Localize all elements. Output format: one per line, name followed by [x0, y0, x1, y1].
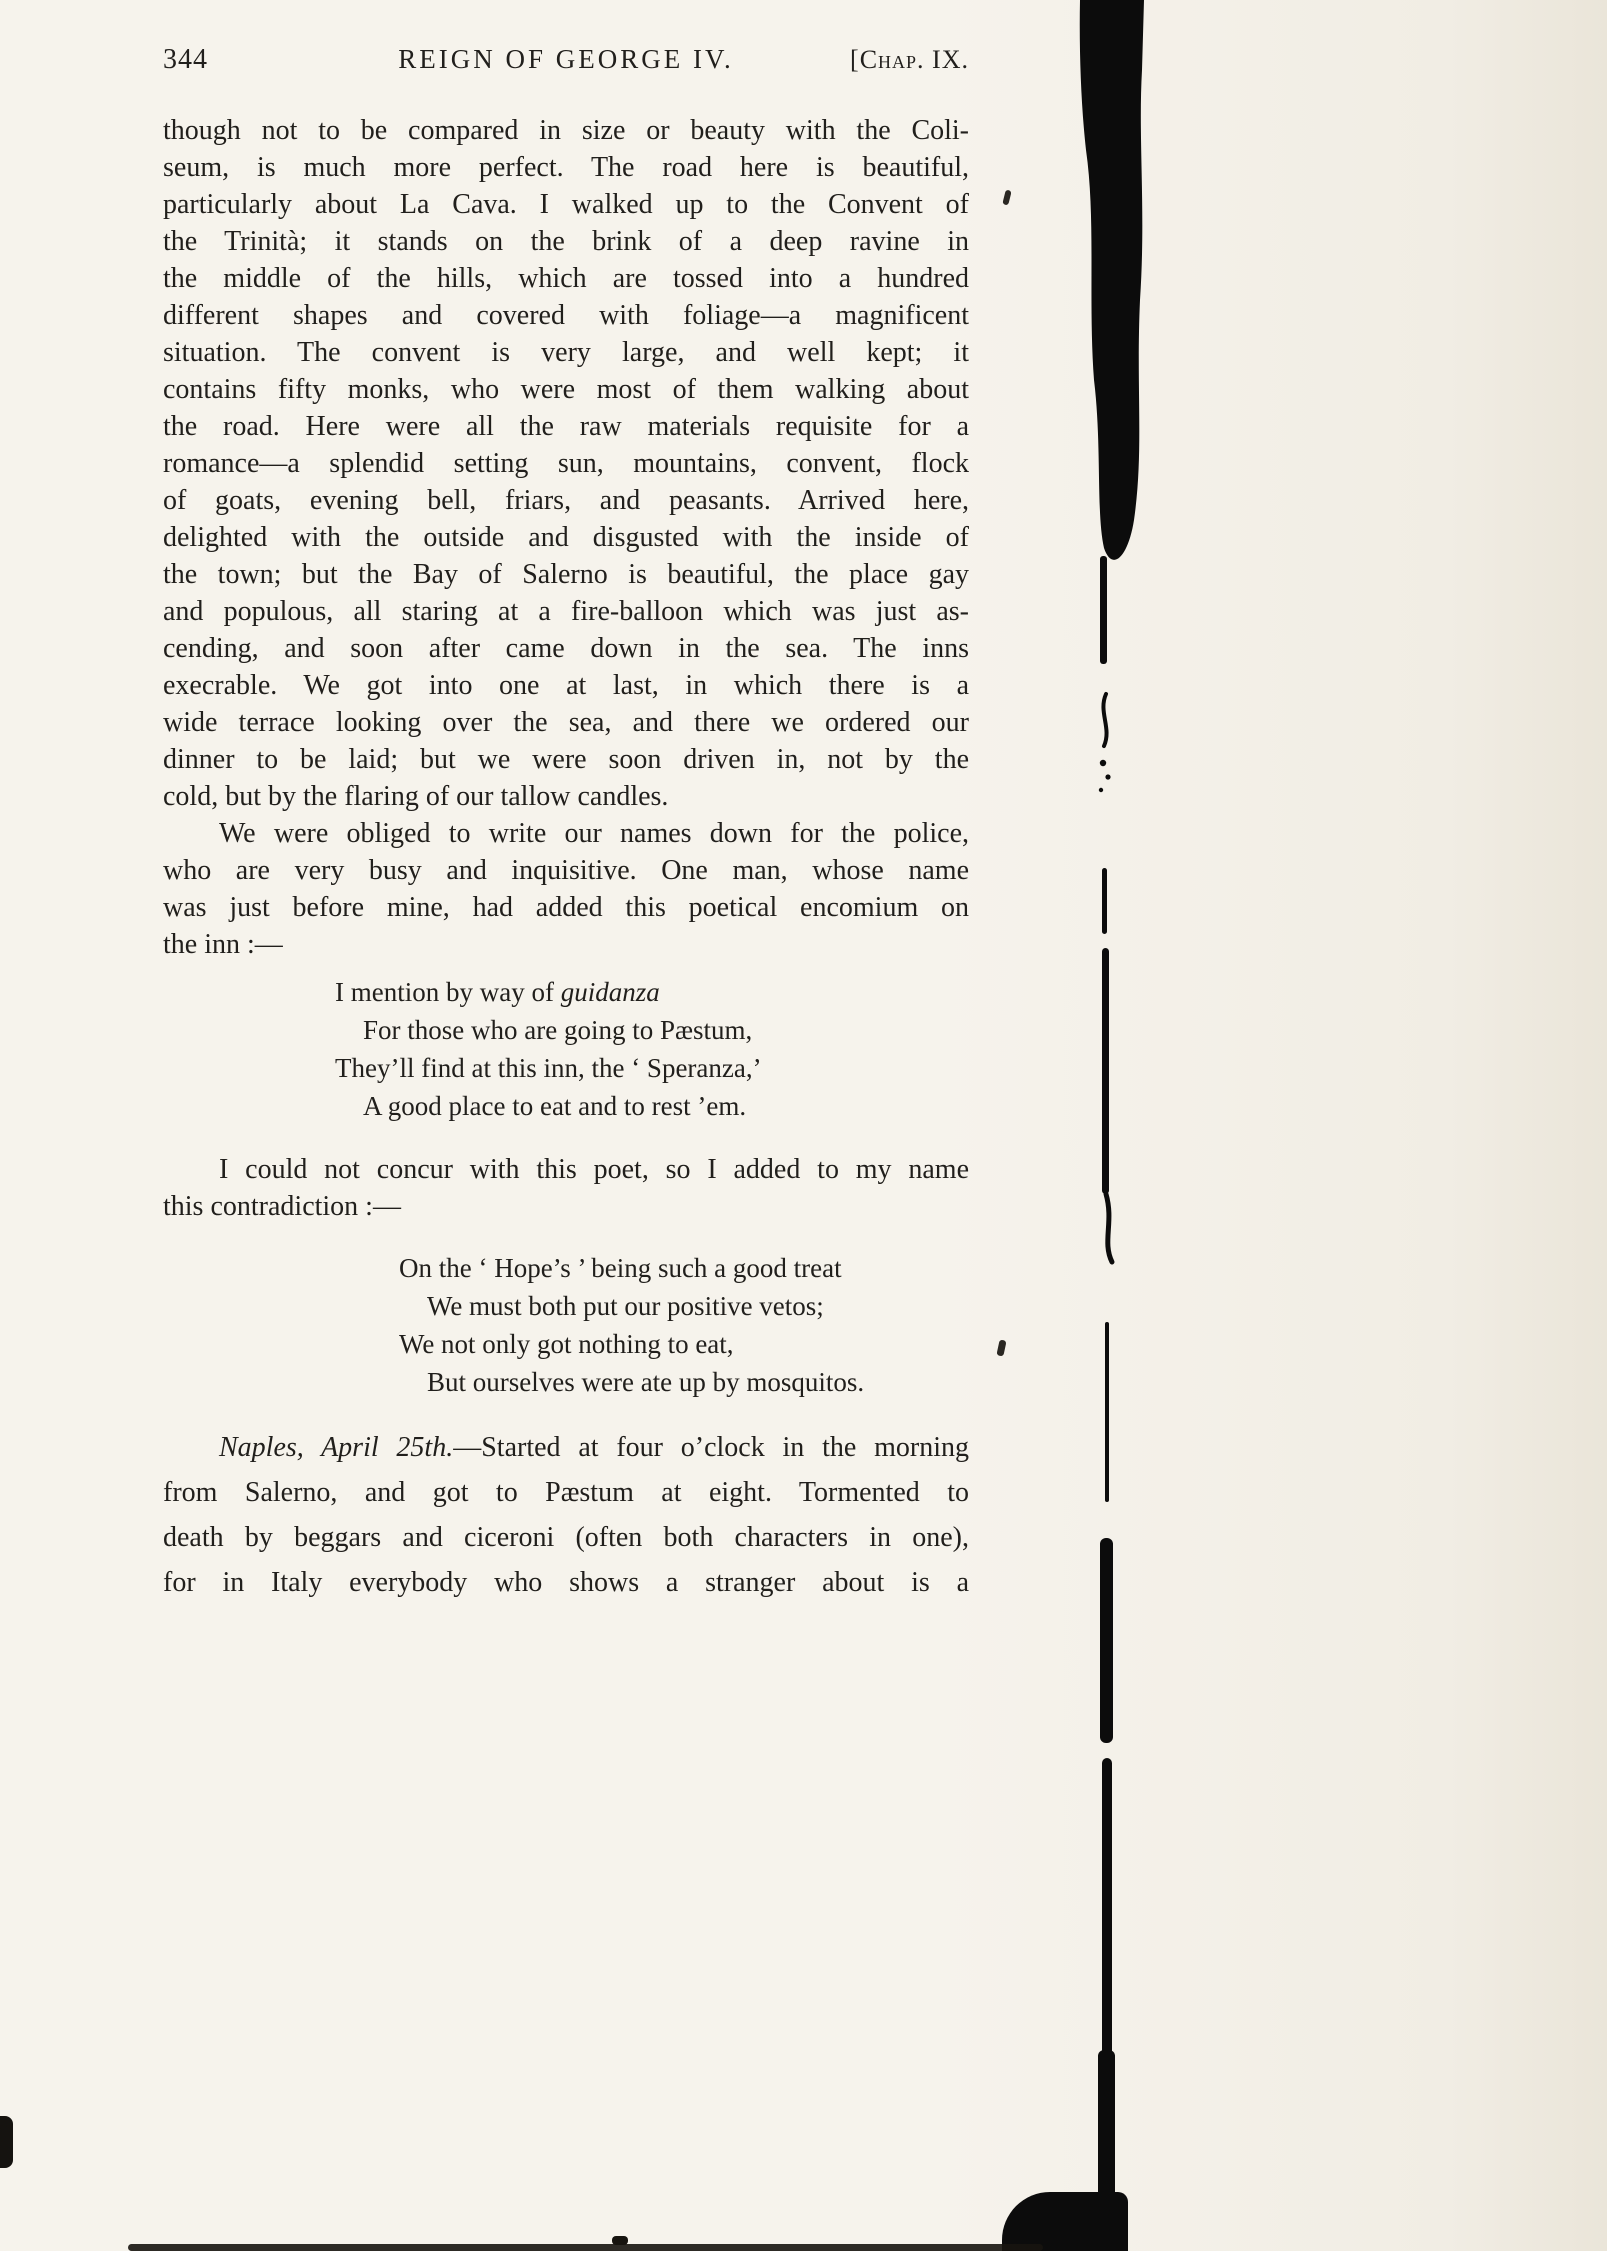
- text-line: situation. The convent is very large, and well kept; it: [163, 337, 969, 368]
- text-line: the Trinità; it stands on the brink of a deep ravine in: [163, 226, 969, 257]
- text-line: the road. Here were all the raw materials requisite for a: [163, 411, 969, 442]
- paragraph-police: [163, 815, 969, 963]
- text-line: We must both put our positive vetos;: [427, 1291, 824, 1321]
- text-line: though not to be compared in size or beauty with the Coli-: [163, 115, 969, 146]
- running-title: REIGN OF GEORGE IV.: [398, 44, 734, 74]
- scan-artifact-bottom-left: [0, 2116, 13, 2168]
- text-line: On the ‘ Hope’s ’ being such a good treat: [399, 1253, 842, 1283]
- text-line: this contradiction :—: [163, 1191, 401, 1222]
- scan-speck: [1002, 189, 1011, 205]
- text-line: who are very busy and inquisitive. One man, whose name: [163, 855, 969, 886]
- text-line: A good place to eat and to rest ’em.: [363, 1091, 747, 1121]
- scan-artifact-bottom-mark: [612, 2236, 628, 2245]
- text-line: seum, is much more perfect. The road here is beautiful,: [163, 152, 969, 183]
- paragraph-naples: [163, 1425, 969, 1605]
- text-line: the middle of the hills, which are tossed into a hundred: [163, 263, 969, 294]
- text-line: from Salerno, and got to Pæstum at eight. Tormented to: [163, 1477, 969, 1508]
- text-line: But ourselves were ate up by mosquitos.: [427, 1367, 865, 1397]
- verse-contradiction: [399, 1249, 969, 1401]
- text-line: I could not concur with this poet, so I added to my name: [219, 1154, 969, 1185]
- scan-artifact-bottom-right: [1002, 2192, 1128, 2251]
- chapter-label: [Chap. IX.: [850, 45, 969, 74]
- paragraph-reply: [163, 1151, 969, 1225]
- text-line: romance—a splendid setting sun, mountains, convent, flock: [163, 448, 969, 479]
- text-line: They’ll find at this inn, the ‘ Speranza,’: [335, 1053, 762, 1083]
- text-line: I mention by way of guidanza: [335, 977, 660, 1007]
- text-line: Naples, April 25th.—Started at four o’clock in the morning: [219, 1432, 969, 1463]
- text-line: the inn :—: [163, 929, 283, 960]
- page-number: 344: [163, 44, 208, 75]
- text-line: was just before mine, had added this poetical encomium on: [163, 892, 969, 923]
- text-line: cending, and soon after came down in the sea. The inns: [163, 633, 969, 664]
- verse-encomium: [335, 973, 969, 1125]
- text-line: dinner to be laid; but we were soon driven in, not by the: [163, 744, 969, 775]
- text-line: the town; but the Bay of Salerno is beautiful, the place gay: [163, 559, 969, 590]
- scan-artifact-right-band: [1060, 0, 1160, 2251]
- text-line: wide terrace looking over the sea, and there we ordered our: [163, 707, 969, 738]
- text-line: We not only got nothing to eat,: [399, 1329, 734, 1359]
- scan-artifact-top-band: [1080, 0, 1144, 560]
- text-line: different shapes and covered with foliage—a magnificent: [163, 300, 969, 331]
- text-line: and populous, all staring at a fire-balloon which was just as-: [163, 596, 969, 627]
- text-line: for in Italy everybody who shows a stranger about is a: [163, 1567, 969, 1598]
- scan-speck: [996, 1339, 1006, 1356]
- scan-artifact-bottom-edge: [128, 2244, 1043, 2251]
- text-line: execrable. We got into one at last, in which there is a: [163, 670, 969, 701]
- paragraph-continuation: [163, 112, 969, 815]
- text-line: particularly about La Cava. I walked up to the Convent of: [163, 189, 969, 220]
- text-line: For those who are going to Pæstum,: [363, 1015, 753, 1045]
- text-line: We were obliged to write our names down for the police,: [219, 818, 969, 849]
- page-content: [163, 44, 969, 1605]
- text-line: contains fifty monks, who were most of them walking about: [163, 374, 969, 405]
- text-line: of goats, evening bell, friars, and peasants. Arrived here,: [163, 485, 969, 516]
- text-line: delighted with the outside and disgusted with the inside of: [163, 522, 969, 553]
- page-header: [163, 44, 969, 76]
- text-line: death by beggars and ciceroni (often both characters in one),: [163, 1522, 969, 1553]
- text-line: cold, but by the flaring of our tallow candles.: [163, 781, 669, 812]
